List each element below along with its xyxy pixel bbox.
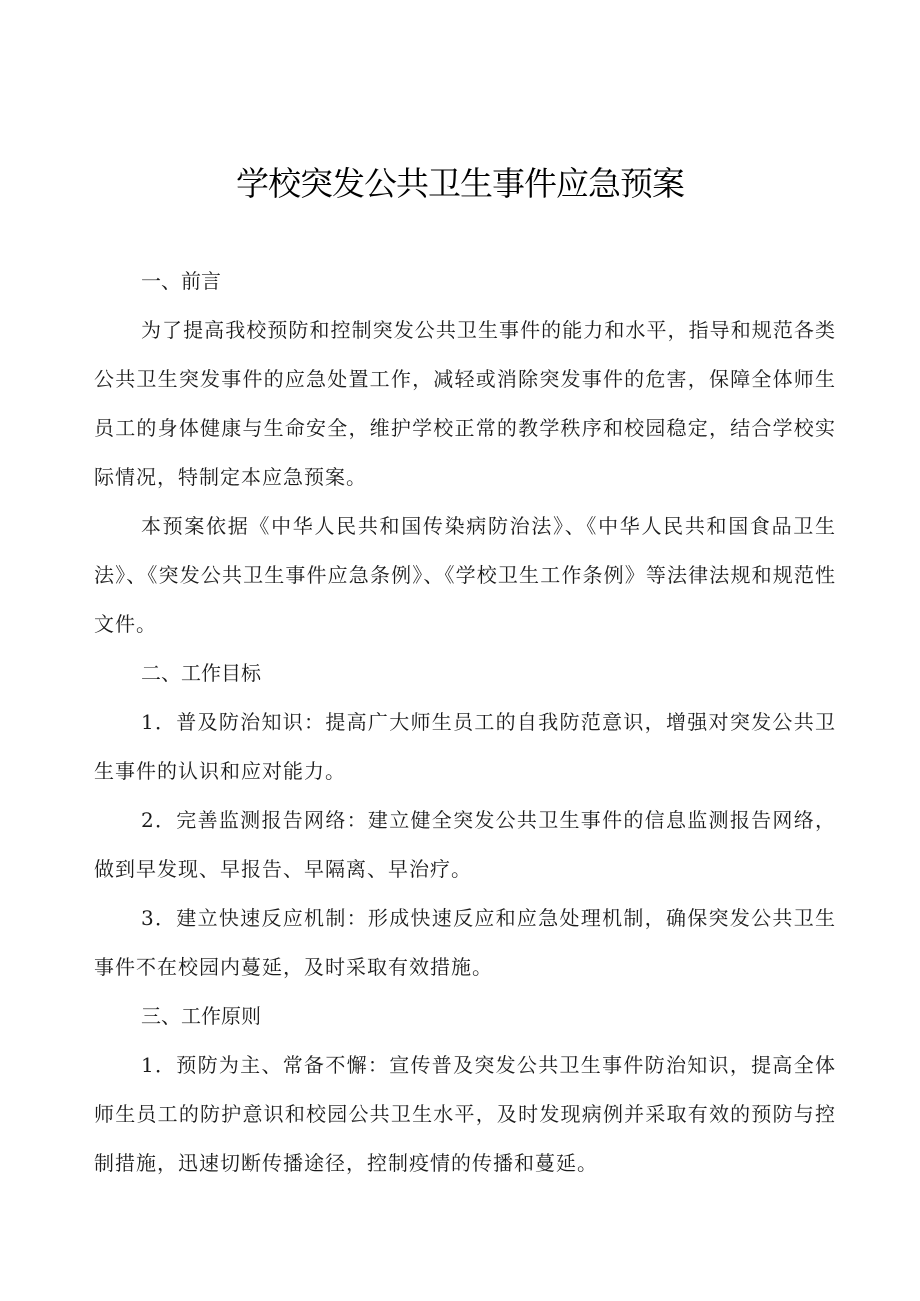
document-body [94,257,836,1188]
goal-item-1: 1．普及防治知识：提高广大师生员工的自我防范意识，增强对突发公共卫生事件的认识和应对能力。 [94,710,836,783]
preface-paragraph-2: 本预案依据《中华人民共和国传染病防治法》、《中华人民共和国食品卫生法》、《突发公共卫生事件应急条例》、《学校卫生工作条例》等法律法规和规范性文件。 [94,514,836,636]
section-heading-principles: 三、工作原则 [141,1004,261,1028]
goal-item-3: 3．建立快速反应机制：形成快速反应和应急处理机制，确保突发公共卫生事件不在校园内蔓延，及时采取有效措施。 [94,906,836,979]
preface-paragraph-1: 为了提高我校预防和控制突发公共卫生事件的能力和水平，指导和规范各类公共卫生突发事件的应急处置工作，减轻或消除突发事件的危害，保障全体师生员工的身体健康与生命安全，维护学校正常的教学秩序和校园稳定，结合学校实际情况，特制定本应急预案。 [94,318,836,489]
document-title: 学校突发公共卫生事件应急预案 [236,164,684,203]
goal-item-2: 2．完善监测报告网络：建立健全突发公共卫生事件的信息监测报告网络，做到早发现、早报告、早隔离、早治疗。 [94,808,836,881]
principle-item-1: 1．预防为主、常备不懈：宣传普及突发公共卫生事件防治知识，提高全体师生员工的防护意识和校园公共卫生水平，及时发现病例并采取有效的预防与控制措施，迅速切断传播途径，控制疫情的传播和蔓延。 [94,1053,836,1175]
section-heading-preface: 一、前言 [141,269,221,293]
section-heading-goals: 二、工作目标 [141,661,261,685]
